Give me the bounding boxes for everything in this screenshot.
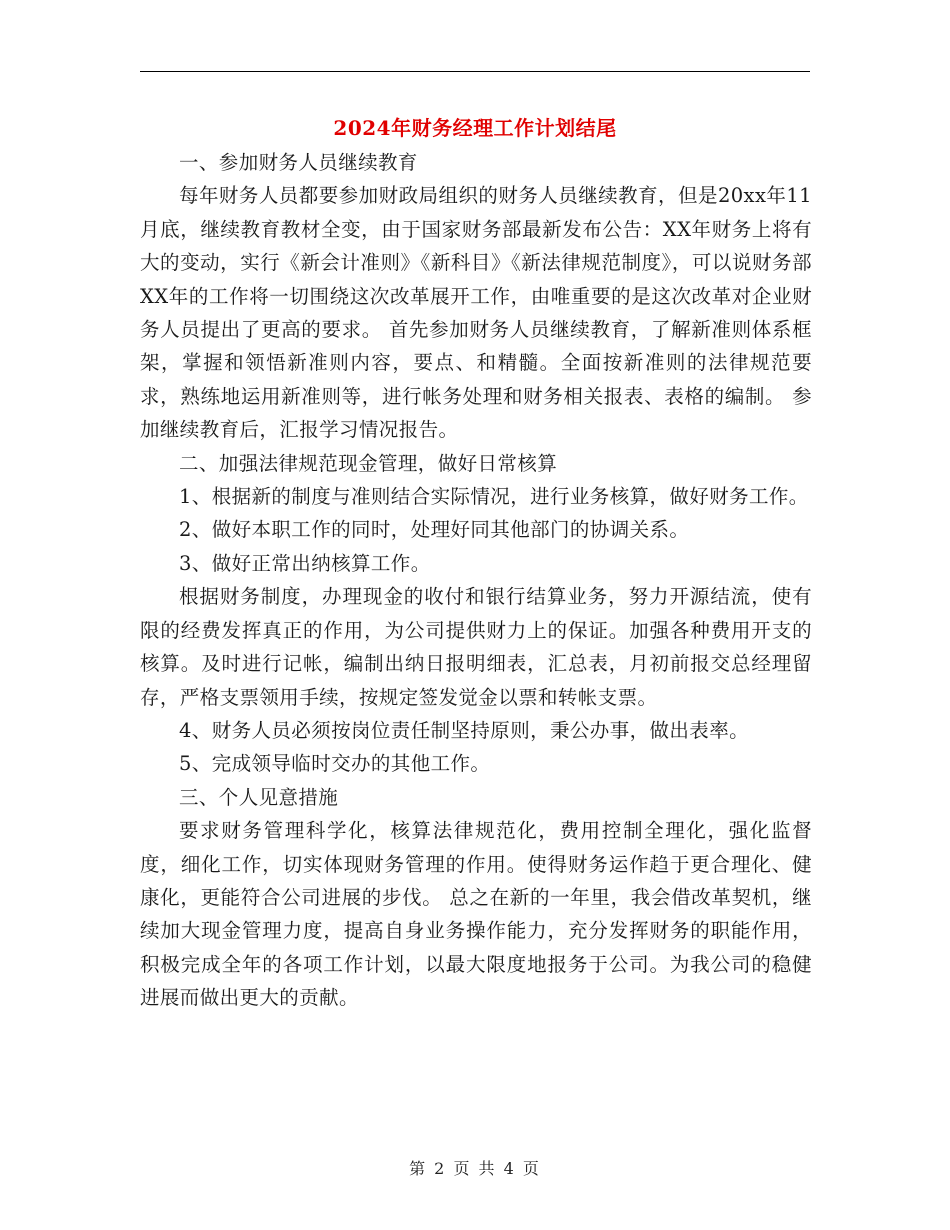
list-item: 3、做好正常出纳核算工作。 — [179, 551, 431, 575]
list-item: 4、财务人员必须按岗位责任制坚持原则，秉公办事，做出表率。 — [179, 718, 750, 742]
header-rule — [140, 71, 810, 72]
section-heading: 二、加强法律规范现金管理，做好日常核算 — [179, 451, 558, 475]
section-heading: 三、个人见意措施 — [179, 785, 339, 809]
body-paragraph: 根据财务制度，办理现金的收付和银行结算业务，努力开源结流，使有限的经费发挥真正的作用，为公司提供财力上的保证。加强各种费用开支的核算。及时进行记帐，编制出纳日报明细表，汇总表，月初前报交总经理留存，严格支票领用手续，按规定签发觉金以票和转帐支票。 — [140, 585, 812, 709]
body-paragraph: 每年财务人员都要参加财政局组织的财务人员继续教育，但是20xx年11月底，继续教育教材全变，由于国家财务部最新发布公告：XX年财务上将有大的变动，实行《新会计准则》《新科目》《新法律规范制度》，可以说财务部XX年的工作将一切围绕这次改革展开工作，由唯重要的是这次改革对企业财务人员提出了更高的要求。 首先参加财务人员继续教育，了解新准则体系框架，掌握和领悟新准则内容，要点、和精髓。全面按新准则的法律规范要求，熟练地运用新准则等，进行帐务处理和财务相关报表、表格的编制。 参加继续教育后，汇报学习情况报告。 — [140, 184, 812, 442]
page-number: 第 2 页 共 4 页 — [409, 1159, 541, 1178]
list-item: 5、完成领导临时交办的其他工作。 — [179, 752, 491, 776]
list-item: 1、根据新的制度与准则结合实际情况，进行业务核算，做好财务工作。 — [179, 485, 809, 509]
section-heading: 一、参加财务人员继续教育 — [179, 151, 418, 174]
document-body — [140, 146, 812, 1015]
body-paragraph: 要求财务管理科学化，核算法律规范化，费用控制全理化，强化监督度，细化工作，切实体现财务管理的作用。使得财务运作趋于更合理化、健康化，更能符合公司进展的步伐。 总之在新的一年里，我会借改革契机，继续加大现金管理力度，提高自身业务操作能力，充分发挥财务的职能作用，积极完成全年的各项工作计划，以最大限度地报务于公司。为我公司的稳健进展而做出更大的贡献。 — [140, 819, 812, 1010]
document-title: 2024年财务经理工作计划结尾 — [333, 116, 617, 140]
list-item: 2、做好本职工作的同时，处理好同其他部门的协调关系。 — [179, 518, 690, 542]
